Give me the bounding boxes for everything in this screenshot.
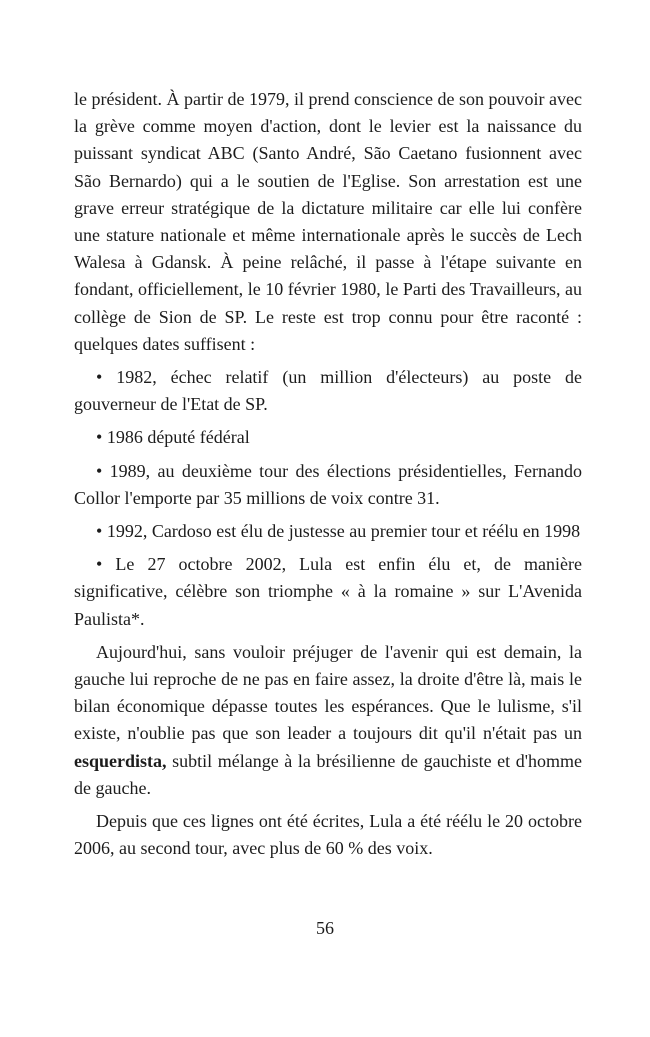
paragraph-aujourdhui-end: subtil mélange à la brésilienne de gauchiste et d'homme de gauche.: [74, 750, 582, 798]
paragraph-aujourdhui-start: Aujourd'hui, sans vouloir préjuger de l'avenir qui est demain, la gauche lui reproche de ne pas en faire assez, la droite d'être là, mais le bilan économique dépasse toutes les espérances. Que le lulisme, s'il existe, n'oublie pas que son leader a toujours dit qu'il n'était pas un: [74, 641, 582, 744]
paragraph-reelection: Depuis que ces lignes ont été écrites, Lula a été réélu le 20 octobre 2006, au second tour, avec plus de 60 % des voix.: [74, 811, 582, 859]
bullet-2002: • Le 27 octobre 2002, Lula est enfin élu et, de manière significative, célèbre son triomphe « à la romaine » sur L'Avenida Paulista*.: [74, 551, 582, 633]
paragraph-intro: le président. À partir de 1979, il prend conscience de son pouvoir avec la grève comme moyen d'action, dont le levier est la naissance du puissant syndicat ABC (Santo André, São Caetano fusionnent avec São Bernardo) qui a le soutien de l'Eglise. Son arrestation est une grave erreur stratégique de la dictature militaire car elle lui confère une stature nationale et même internationale après le succès de Lech Walesa à Gdansk. À peine relâché, il passe à l'étape suivante en fondant, officiellement, le 10 février 1980, le Parti des Travailleurs, au collège de Sion de SP. Le reste est trop connu pour être raconté : quelques dates suffisent :: [74, 89, 582, 354]
paragraph-aujourdhui: [74, 639, 582, 802]
term-esquerdista: esquerdista,: [74, 750, 167, 771]
bullet-1992: • 1992, Cardoso est élu de justesse au premier tour et réélu en 1998: [74, 518, 582, 545]
bullet-1989: • 1989, au deuxième tour des élections présidentielles, Fernando Collor l'emporte par 35 millions de voix contre 31.: [74, 458, 582, 512]
page-body: [74, 86, 582, 862]
bullet-1982: • 1982, échec relatif (un million d'électeurs) au poste de gouverneur de l'Etat de SP.: [74, 364, 582, 418]
page-number: 56: [316, 918, 334, 938]
bullet-1986: • 1986 député fédéral: [74, 424, 582, 451]
